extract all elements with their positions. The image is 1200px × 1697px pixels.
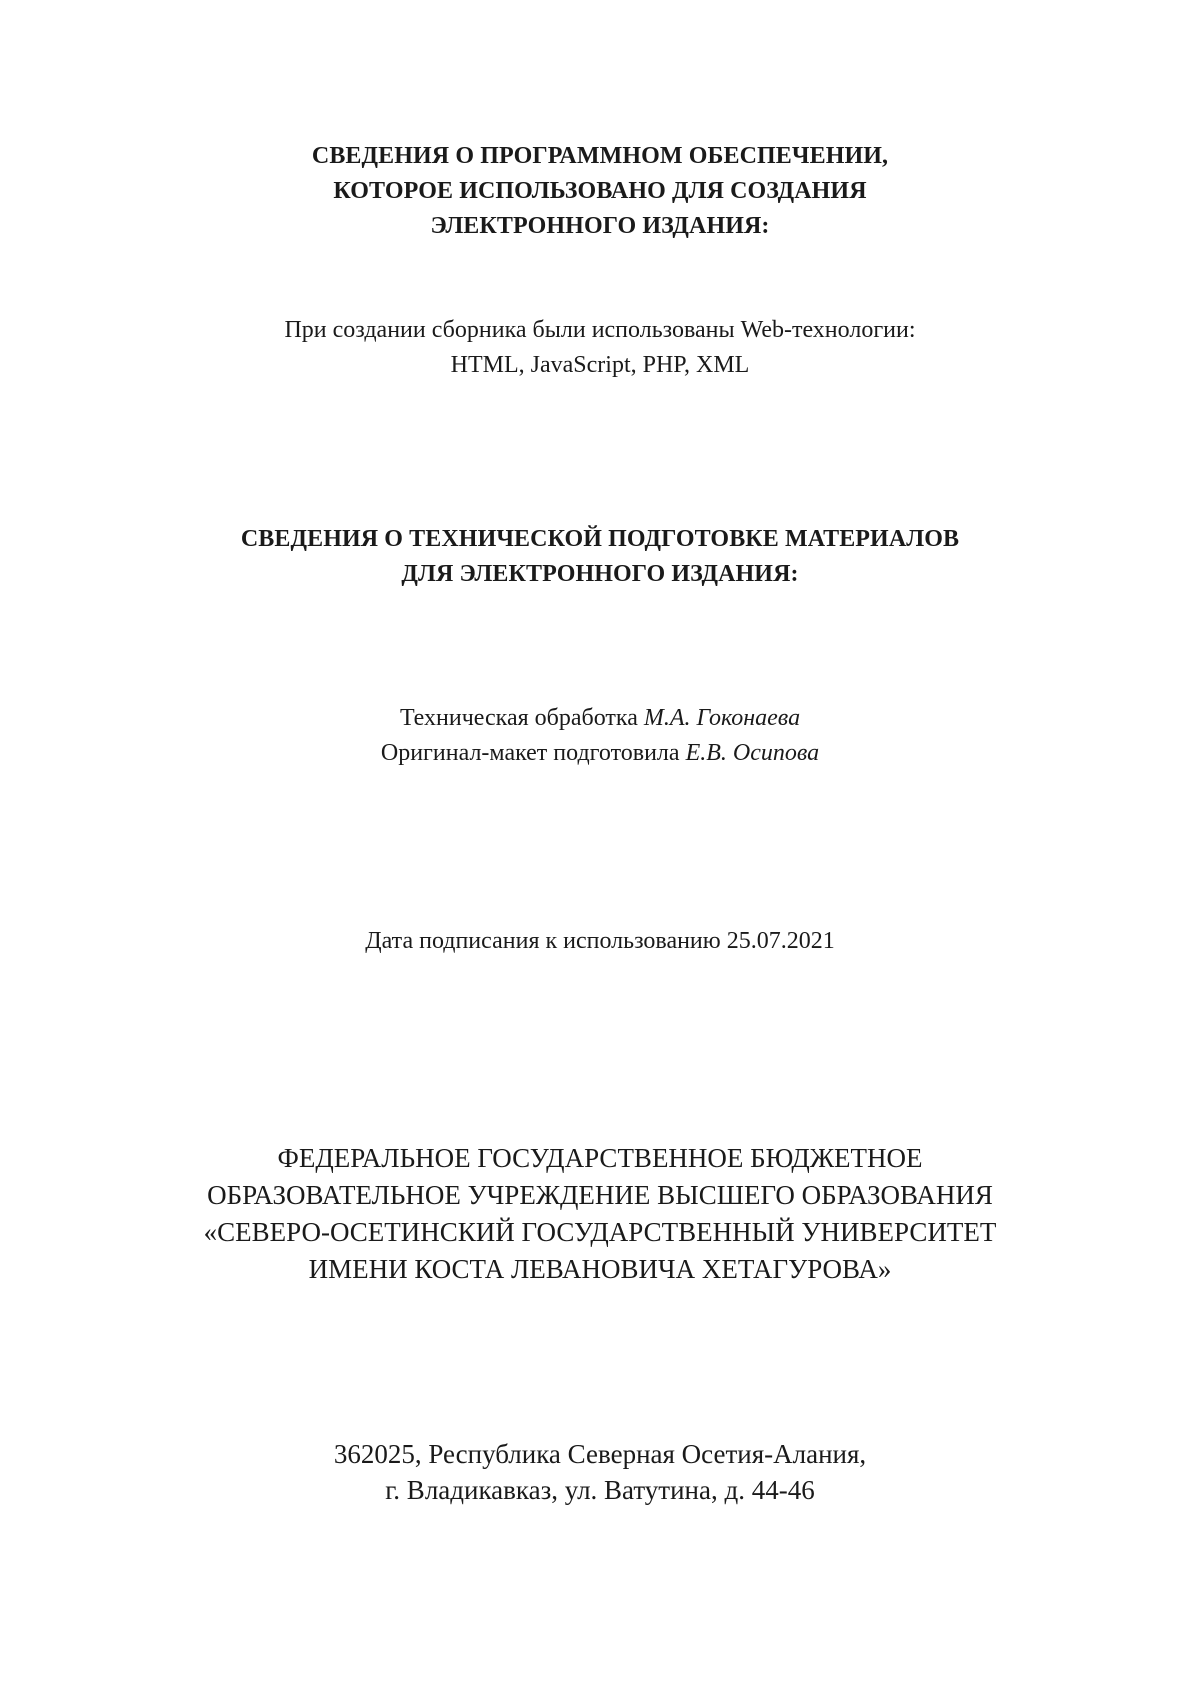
body-line: HTML, JavaScript, PHP, XML (450, 352, 750, 378)
heading-line: СВЕДЕНИЯ О ПРОГРАММНОМ ОБЕСПЕЧЕНИИ, (311, 143, 889, 169)
credit-role: Оригинал-макет подготовила (380, 740, 680, 766)
credit-role: Техническая обработка (399, 705, 638, 731)
organization-line: ИМЕНИ КОСТА ЛЕВАНОВИЧА ХЕТАГУРОВА» (308, 1254, 892, 1284)
software-section-heading (0, 139, 1200, 244)
address (0, 1436, 1200, 1508)
body-line: При создании сборника были использованы Web-технологии: (284, 317, 916, 343)
technical-credits (0, 701, 1200, 771)
address-line: 362025, Республика Северная Осетия-Алания, (333, 1439, 867, 1469)
signing-date-line (0, 924, 1200, 959)
credit-line (0, 701, 1200, 736)
signing-date (0, 924, 1200, 959)
signing-date-label: Дата подписания к использованию (365, 928, 721, 954)
heading-line: ДЛЯ ЭЛЕКТРОННОГО ИЗДАНИЯ: (401, 561, 799, 587)
software-section-body (0, 313, 1200, 383)
signing-date-value: 25.07.2021 (726, 928, 835, 954)
organization-line: «СЕВЕРО-ОСЕТИНСКИЙ ГОСУДАРСТВЕННЫЙ УНИВЕРСИТЕТ (203, 1217, 997, 1247)
organization-line: ФЕДЕРАЛЬНОЕ ГОСУДАРСТВЕННОЕ БЮДЖЕТНОЕ (277, 1143, 923, 1173)
heading-line: КОТОРОЕ ИСПОЛЬЗОВАНО ДЛЯ СОЗДАНИЯ (333, 178, 867, 204)
heading-line: ЭЛЕКТРОННОГО ИЗДАНИЯ: (430, 213, 770, 239)
credit-name: Е.В. Осипова (685, 740, 820, 766)
organization-name (0, 1140, 1200, 1288)
credit-line (0, 736, 1200, 771)
organization-line: ОБРАЗОВАТЕЛЬНОЕ УЧРЕЖДЕНИЕ ВЫСШЕГО ОБРАЗОВАНИЯ (207, 1180, 993, 1210)
heading-line: СВЕДЕНИЯ О ТЕХНИЧЕСКОЙ ПОДГОТОВКЕ МАТЕРИАЛОВ (240, 526, 960, 552)
technical-section-heading (0, 522, 1200, 592)
address-line: г. Владикавказ, ул. Ватутина, д. 44-46 (385, 1475, 815, 1505)
credit-name: М.А. Гоконаева (643, 705, 801, 731)
